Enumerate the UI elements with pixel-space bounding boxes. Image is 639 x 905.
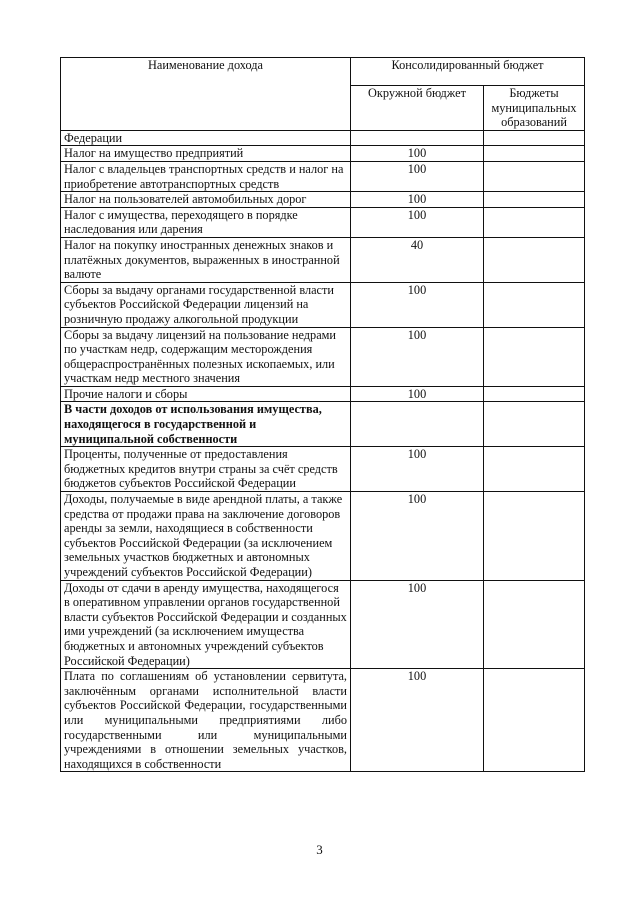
- okrug-value: 100: [351, 192, 484, 208]
- table-row: [61, 146, 585, 162]
- header-consolidated-budget: Консолидированный бюджет: [351, 58, 585, 86]
- okrug-value: 100: [351, 669, 484, 772]
- municipal-value: [484, 492, 585, 581]
- okrug-value: 100: [351, 161, 484, 191]
- municipal-value: [484, 327, 585, 386]
- table-row: [61, 237, 585, 282]
- okrug-value: 100: [351, 492, 484, 581]
- municipal-value: [484, 192, 585, 208]
- header-okrug-budget: Окружной бюджет: [351, 86, 484, 131]
- revenue-name: Налог на пользователей автомобильных дорог: [61, 192, 351, 208]
- okrug-value: 40: [351, 237, 484, 282]
- revenue-name: Проценты, полученные от предоставления бюджетных кредитов внутри страны за счёт средств бюджетов субъектов Российской Федерации: [61, 447, 351, 492]
- table-header-row: [61, 58, 585, 86]
- table-row: [61, 669, 585, 772]
- okrug-value: [351, 402, 484, 447]
- okrug-value: [351, 130, 484, 146]
- table-row: [61, 282, 585, 327]
- okrug-value: 100: [351, 327, 484, 386]
- table-row: [61, 386, 585, 402]
- table-row: [61, 580, 585, 669]
- header-municipal-budgets: Бюджеты муниципальных образований: [484, 86, 585, 131]
- municipal-value: [484, 580, 585, 669]
- revenue-name: Плата по соглашениям об установлении сервитута, заключённым органами исполнительной власти субъектов Российской Федерации, государственными или муниципальными предприятиями либо государственными или муниципальными учреждениями в отношении земельных участков, находящихся в собственности: [61, 669, 351, 772]
- revenue-name: Федерации: [61, 130, 351, 146]
- okrug-value: 100: [351, 282, 484, 327]
- municipal-value: [484, 237, 585, 282]
- revenue-name: Налог с имущества, переходящего в порядке наследования или дарения: [61, 207, 351, 237]
- okrug-value: 100: [351, 207, 484, 237]
- municipal-value: [484, 161, 585, 191]
- revenue-name: Прочие налоги и сборы: [61, 386, 351, 402]
- okrug-value: 100: [351, 146, 484, 162]
- municipal-value: [484, 282, 585, 327]
- okrug-value: 100: [351, 386, 484, 402]
- municipal-value: [484, 146, 585, 162]
- revenue-table: [60, 57, 585, 772]
- municipal-value: [484, 669, 585, 772]
- section-heading-row: [61, 402, 585, 447]
- revenue-name: Сборы за выдачу лицензий на пользование недрами по участкам недр, содержащим месторождения общераспространённых полезных ископаемых, или участкам недр местного значения: [61, 327, 351, 386]
- table-row: [61, 327, 585, 386]
- table-row: [61, 492, 585, 581]
- municipal-value: [484, 402, 585, 447]
- revenue-name: Налог на покупку иностранных денежных знаков и платёжных документов, выраженных в иностранной валюте: [61, 237, 351, 282]
- okrug-value: 100: [351, 580, 484, 669]
- municipal-value: [484, 130, 585, 146]
- revenue-name: Налог с владельцев транспортных средств и налог на приобретение автотранспортных средств: [61, 161, 351, 191]
- revenue-name: Налог на имущество предприятий: [61, 146, 351, 162]
- municipal-value: [484, 386, 585, 402]
- revenue-name: Доходы от сдачи в аренду имущества, находящегося в оперативном управлении органов государственной власти субъектов Российской Федерации и созданных ими учреждений (за исключением имущества бюджетных и автономных учреждений субъектов Российской Федерации): [61, 580, 351, 669]
- table-row: [61, 192, 585, 208]
- okrug-value: 100: [351, 447, 484, 492]
- municipal-value: [484, 207, 585, 237]
- section-heading: В части доходов от использования имущества, находящегося в государственной и муниципальной собственности: [61, 402, 351, 447]
- table-row: [61, 130, 585, 146]
- municipal-value: [484, 447, 585, 492]
- table-row: [61, 161, 585, 191]
- table-row: [61, 207, 585, 237]
- page-number: 3: [316, 842, 323, 857]
- table-row: [61, 447, 585, 492]
- revenue-name: Доходы, получаемые в виде арендной платы, а также средства от продажи права на заключение договоров аренды за земли, находящиеся в собственности субъектов Российской Федерации (за исключением земельных участков бюджетных и автономных учреждений субъектов Российской Федерации): [61, 492, 351, 581]
- revenue-name: Сборы за выдачу органами государственной власти субъектов Российской Федерации лицензий на розничную продажу алкогольной продукции: [61, 282, 351, 327]
- header-revenue-name: Наименование дохода: [61, 58, 351, 131]
